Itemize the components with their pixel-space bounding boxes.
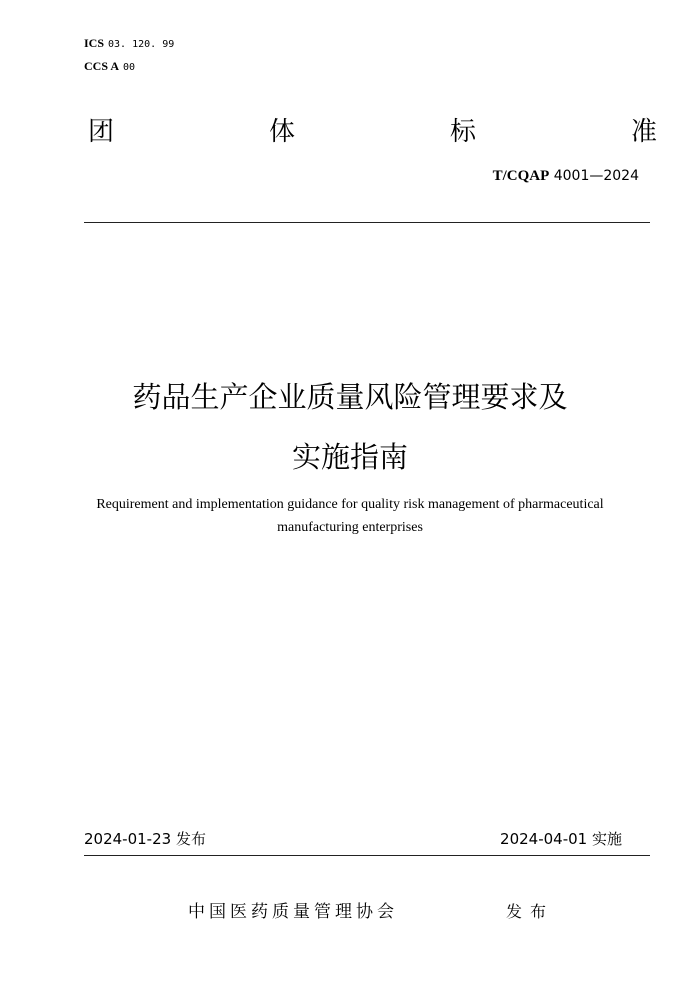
publisher-organization: 中国医药质量管理协会 (188, 902, 398, 922)
ics-label: ICS (84, 36, 105, 50)
standard-code (493, 167, 639, 185)
ics-classification (84, 36, 174, 52)
ics-value: 03. 120. 99 (108, 39, 175, 50)
bottom-divider (84, 855, 650, 856)
implementation-date: 2024-04-01 实施 (500, 830, 622, 848)
main-title-line-1: 药品生产企业质量风险管理要求及 (132, 380, 568, 414)
standard-code-prefix: T/CQAP (492, 168, 550, 184)
standard-type-char-2: 体 (269, 117, 296, 147)
english-title-line-1: Requirement and implementation guidance for quality risk management of pharmaceutical (96, 497, 604, 512)
top-divider (84, 222, 650, 223)
ccs-label: CCS A (84, 59, 120, 73)
publish-label: 发布 (506, 902, 555, 921)
ccs-classification (84, 59, 135, 75)
issue-date: 2024-01-23 发布 (84, 830, 206, 848)
english-title-line-2: manufacturing enterprises (277, 520, 423, 535)
main-title-line-2: 实施指南 (291, 440, 408, 474)
standard-code-number: 4001—2024 (553, 168, 639, 184)
standard-type-char-3: 标 (450, 117, 477, 147)
standard-type-char-4: 准 (631, 117, 658, 147)
ccs-value: 00 (123, 62, 136, 73)
standard-type-char-1: 团 (88, 117, 115, 147)
